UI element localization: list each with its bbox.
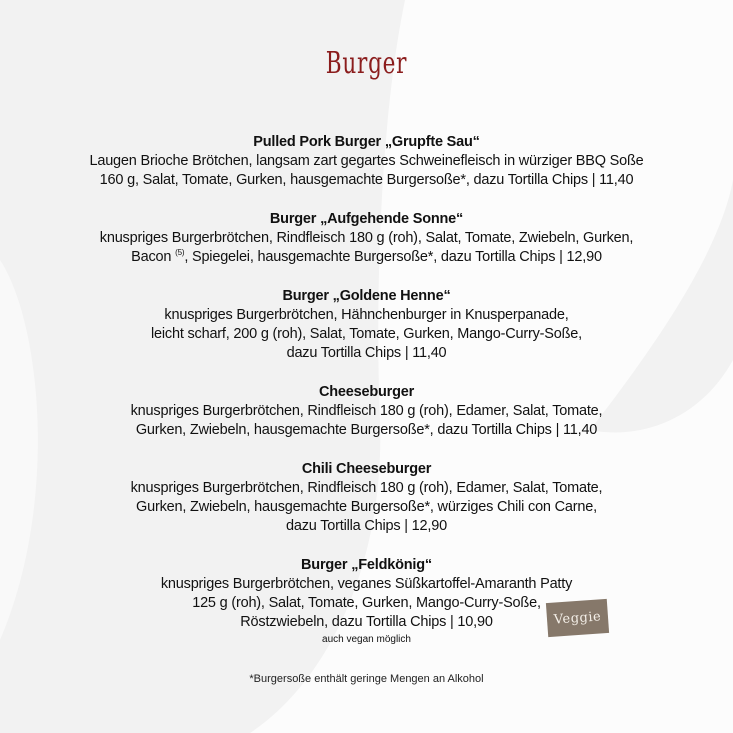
menu-item-name: Burger „Feldkönig“: [301, 557, 432, 573]
desc-text: Bacon: [131, 249, 176, 265]
menu-item-desc-line: Gurken, Zwiebeln, hausgemachte Burgersoße*, dazu Tortilla Chips | 11,40: [135, 422, 598, 438]
menu-item-desc-line: Röstzwiebeln, dazu Tortilla Chips | 10,90: [240, 614, 493, 630]
burger-menu-list: [0, 133, 733, 667]
menu-item-aufgehende-sonne: [0, 210, 733, 267]
allergen-superscript: (5): [175, 248, 185, 258]
menu-item-name: Cheeseburger: [318, 384, 415, 400]
menu-item-desc-line: [0, 248, 733, 267]
menu-item-desc-line: Gurken, Zwiebeln, hausgemachte Burgersoße*, würziges Chili con Carne,: [136, 499, 597, 515]
menu-item-name: Chili Cheeseburger: [301, 461, 432, 477]
menu-item-desc-line: 125 g (roh), Salat, Tomate, Gurken, Mango-Curry-Soße,: [192, 595, 541, 611]
veggie-badge: Veggie: [546, 599, 609, 637]
menu-item-name: Burger „Aufgehende Sonne“: [269, 211, 464, 227]
menu-item-cheeseburger: [0, 383, 733, 440]
menu-item-desc-line: Laugen Brioche Brötchen, langsam zart gegartes Schweinefleisch in würziger BBQ Soße: [89, 153, 644, 169]
menu-item-feldkoenig: [0, 556, 733, 647]
menu-item-desc-line: leicht scharf, 200 g (roh), Salat, Tomate, Gurken, Mango-Curry-Soße,: [151, 326, 582, 342]
menu-item-desc-line: knuspriges Burgerbrötchen, Hähnchenburger in Knusperpanade,: [164, 307, 569, 323]
menu-item-desc-line: knuspriges Burgerbrötchen, Rindfleisch 180 g (roh), Salat, Tomate, Zwiebeln, Gurken,: [99, 230, 634, 246]
desc-text: , Spiegelei, hausgemachte Burgersoße*, dazu Tortilla Chips | 12,90: [184, 249, 602, 265]
vegan-note: auch vegan möglich: [322, 634, 411, 645]
menu-item-desc-line: dazu Tortilla Chips | 12,90: [286, 518, 447, 534]
menu-item-desc-line: knuspriges Burgerbrötchen, veganes Süßkartoffel-Amaranth Patty: [160, 576, 573, 592]
menu-item-desc-line: knuspriges Burgerbrötchen, Rindfleisch 180 g (roh), Edamer, Salat, Tomate,: [130, 403, 603, 419]
menu-item-name: Pulled Pork Burger „Grupfte Sau“: [253, 134, 480, 150]
menu-item-name: Burger „Goldene Henne“: [282, 288, 451, 304]
menu-item-desc-line: 160 g, Salat, Tomate, Gurken, hausgemachte Burgersoße*, dazu Tortilla Chips | 11,40: [99, 172, 634, 188]
footnote: *Burgersoße enthält geringe Mengen an Alkohol: [249, 673, 484, 685]
menu-item-desc-line: dazu Tortilla Chips | 11,40: [286, 345, 447, 361]
menu-item-chili-cheeseburger: [0, 460, 733, 536]
page-title: Burger: [325, 46, 408, 81]
menu-item-desc-line: knuspriges Burgerbrötchen, Rindfleisch 180 g (roh), Edamer, Salat, Tomate,: [130, 480, 603, 496]
menu-item-goldene-henne: [0, 287, 733, 363]
menu-item-pulled-pork: [0, 133, 733, 190]
